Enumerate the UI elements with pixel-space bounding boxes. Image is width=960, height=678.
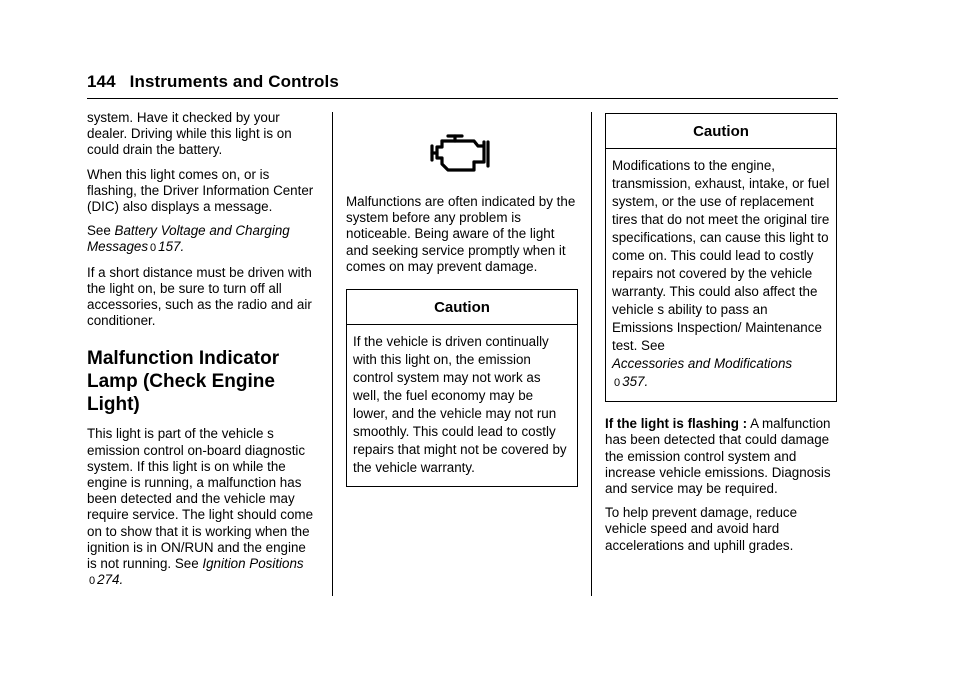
caution-title: Caution <box>347 290 577 325</box>
paragraph <box>87 426 319 589</box>
ignition-positions-link[interactable]: Ignition Positions <box>202 556 304 572</box>
accessories-link[interactable]: Accessories and Modifications <box>612 356 793 372</box>
caution-title: Caution <box>606 114 836 149</box>
paragraph <box>605 416 839 497</box>
battery-voltage-link[interactable]: Battery Voltage and Charging Messages <box>87 223 290 255</box>
period: . <box>644 374 649 390</box>
icon-area <box>346 110 580 194</box>
flashing-label: If the light is flashing : <box>605 416 748 432</box>
body-text: This light is part of the vehicle s emission control on-board diagnostic system. If this light is on while the engine is running, a malfunction has been detected and the vehicle may require service. The light should come on to show that it is working when the ignition is in ON/RUN and the engine is not running. See <box>87 426 314 572</box>
caution-box <box>346 289 578 487</box>
check-engine-icon <box>428 132 494 174</box>
paragraph: system. Have it checked by your dealer. Driving while this light is on could drain the battery. <box>87 110 292 158</box>
column-divider <box>591 112 592 596</box>
paragraph: When this light comes on, or is flashing, the Driver Information Center (DIC) also displays a message. <box>87 166 314 215</box>
paragraph: To help prevent damage, reduce vehicle speed and avoid hard accelerations and uphill grades. <box>605 505 798 553</box>
page-ref-arrow: 0 <box>150 242 157 255</box>
caution-box <box>605 113 837 402</box>
column-right <box>605 110 839 562</box>
page-ref-arrow: 0 <box>614 377 621 390</box>
period: . <box>119 572 124 588</box>
column-middle <box>346 110 580 487</box>
caution-text: If the vehicle is driven continually with this light on, the emission control system may not work as well, the fuel economy may be lower, and the vehicle may not run smoothly. This could lead to costly repairs that might not be covered by the vehicle warranty. <box>353 334 567 476</box>
page-ref[interactable]: 357 <box>622 374 645 390</box>
page-header <box>87 72 339 92</box>
column-divider <box>332 112 333 596</box>
section-heading: Malfunction Indicator Lamp (Check Engine Light) <box>87 348 280 416</box>
paragraph: If a short distance must be driven with the light on, be sure to turn off all accessories, such as the radio and air conditioner. <box>87 264 312 329</box>
header-rule <box>87 98 838 99</box>
body-text: A malfunction has been detected that could damage the emission control system and increase vehicle emissions. Diagnosis and service may be required. <box>605 416 831 497</box>
page-ref[interactable]: 157 <box>158 239 181 255</box>
cross-reference-paragraph <box>87 223 319 256</box>
caution-content <box>606 149 836 401</box>
caution-text: Modifications to the engine, transmission, exhaust, intake, or fuel system, or the use of replacement tires that do not meet the original tire specifications, can cause this light to come on. This could lead to costly repairs not covered by the vehicle warranty. This could also affect the vehicle s ability to pass an Emissions Inspection/ Maintenance test. See <box>612 158 830 354</box>
section-title: Instruments and Controls <box>129 72 339 91</box>
paragraph: Malfunctions are often indicated by the system before any problem is noticeable. Being aware of the light and seeking service promptly when it comes on may prevent damage. <box>346 194 576 274</box>
page-ref[interactable]: 274 <box>97 572 120 588</box>
column-left <box>87 110 319 597</box>
page-ref-arrow: 0 <box>89 575 96 588</box>
period: . <box>180 239 185 255</box>
see-text: See <box>87 223 115 239</box>
page-number: 144 <box>87 72 116 91</box>
